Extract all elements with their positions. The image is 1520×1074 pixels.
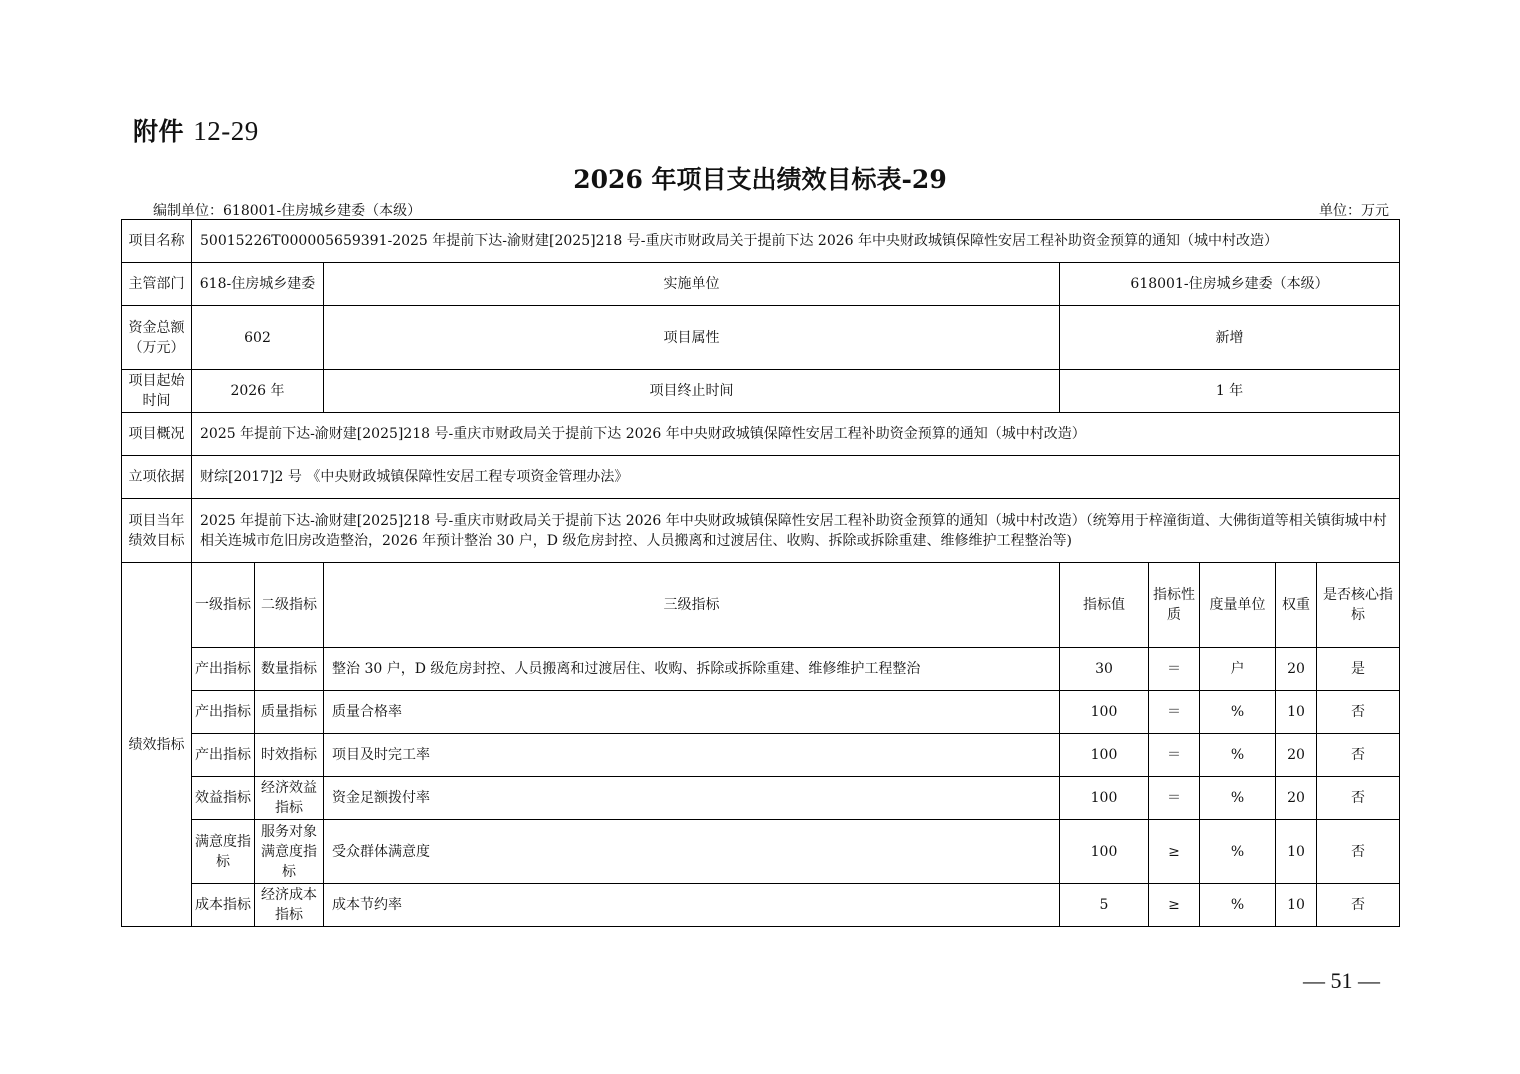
indicator-core: 是 — [1317, 648, 1400, 691]
indicator-level3: 受众群体满意度 — [324, 820, 1060, 884]
indicator-level1: 效益指标 — [192, 777, 255, 820]
indicator-level2: 经济效益指标 — [255, 777, 324, 820]
indicator-unit: 户 — [1200, 648, 1276, 691]
header-core: 是否核心指标 — [1317, 563, 1400, 648]
indicator-nature: ≥ — [1149, 820, 1200, 884]
indicator-level3: 项目及时完工率 — [324, 734, 1060, 777]
basis-value: 财综[2017]2 号 《中央财政城镇保障性安居工程专项资金管理办法》 — [192, 456, 1400, 499]
prepared-by: 编制单位：618001-住房城乡建委（本级） — [153, 203, 422, 219]
overview-label: 项目概况 — [122, 413, 192, 456]
indicator-weight: 10 — [1276, 820, 1317, 884]
indicator-level1: 满意度指标 — [192, 820, 255, 884]
row-goal — [122, 499, 1400, 563]
department-value: 618-住房城乡建委 — [192, 263, 324, 306]
indicator-nature: ＝ — [1149, 691, 1200, 734]
header-value: 指标值 — [1060, 563, 1149, 648]
project-name-label: 项目名称 — [122, 220, 192, 263]
impl-unit-label: 实施单位 — [324, 263, 1060, 306]
attachment-number: 12-29 — [193, 116, 259, 146]
page-title: 2026 年项目支出绩效目标表-29 — [573, 165, 947, 194]
end-label: 项目终止时间 — [324, 370, 1060, 413]
goal-label: 项目当年绩效目标 — [122, 499, 192, 563]
header-unit: 度量单位 — [1200, 563, 1276, 648]
department-label: 主管部门 — [122, 263, 192, 306]
indicator-level1: 产出指标 — [192, 648, 255, 691]
performance-table — [121, 219, 1400, 927]
funds-value: 602 — [192, 306, 324, 370]
indicator-core: 否 — [1317, 691, 1400, 734]
indicator-value: 100 — [1060, 820, 1149, 884]
indicator-value: 30 — [1060, 648, 1149, 691]
indicator-nature: ≥ — [1149, 884, 1200, 927]
overview-value: 2025 年提前下达-渝财建[2025]218 号-重庆市财政局关于提前下达 2026 年中央财政城镇保障性安居工程补助资金预算的通知（城中村改造） — [192, 413, 1400, 456]
header-level3: 三级指标 — [324, 563, 1060, 648]
indicator-row — [122, 820, 1400, 884]
indicator-unit: % — [1200, 820, 1276, 884]
project-attr-label: 项目属性 — [324, 306, 1060, 370]
indicator-level3: 整治 30 户，D 级危房封控、人员搬离和过渡居住、收购、拆除或拆除重建、维修维护工程整治 — [324, 648, 1060, 691]
funds-label: 资金总额（万元） — [122, 306, 192, 370]
indicator-value: 5 — [1060, 884, 1149, 927]
indicator-weight: 10 — [1276, 691, 1317, 734]
goal-value: 2025 年提前下达-渝财建[2025]218 号-重庆市财政局关于提前下达 2026 年中央财政城镇保障性安居工程补助资金预算的通知（城中村改造）（统筹用于梓潼街道、大佛街道等相关镇街城中村相关连城市危旧房改造整治，2026 年预计整治 30 户，D 级危房封控、人员搬离和过渡居住、收购、拆除或拆除重建、维修维护工程整治等) — [192, 499, 1400, 563]
indicator-header-row — [122, 563, 1400, 648]
indicator-core: 否 — [1317, 734, 1400, 777]
indicator-weight: 20 — [1276, 777, 1317, 820]
indicator-unit: % — [1200, 777, 1276, 820]
start-value: 2026 年 — [192, 370, 324, 413]
indicator-value: 100 — [1060, 734, 1149, 777]
indicator-unit: % — [1200, 884, 1276, 927]
indicator-level2: 质量指标 — [255, 691, 324, 734]
row-funds — [122, 306, 1400, 370]
indicator-unit: % — [1200, 734, 1276, 777]
indicator-level2: 经济成本指标 — [255, 884, 324, 927]
row-department — [122, 263, 1400, 306]
indicator-nature: ＝ — [1149, 777, 1200, 820]
indicator-level2: 时效指标 — [255, 734, 324, 777]
indicator-level2: 数量指标 — [255, 648, 324, 691]
indicator-level1: 成本指标 — [192, 884, 255, 927]
indicator-level3: 成本节约率 — [324, 884, 1060, 927]
indicator-row — [122, 884, 1400, 927]
unit-label: 单位：万元 — [1319, 203, 1389, 219]
row-basis — [122, 456, 1400, 499]
indicator-core: 否 — [1317, 777, 1400, 820]
impl-unit-value: 618001-住房城乡建委（本级） — [1060, 263, 1400, 306]
indicator-value: 100 — [1060, 777, 1149, 820]
header-level1: 一级指标 — [192, 563, 255, 648]
indicator-weight: 20 — [1276, 648, 1317, 691]
indicator-weight: 20 — [1276, 734, 1317, 777]
indicator-level1: 产出指标 — [192, 734, 255, 777]
indicator-nature: ＝ — [1149, 734, 1200, 777]
indicator-level2: 服务对象满意度指标 — [255, 820, 324, 884]
indicator-core: 否 — [1317, 820, 1400, 884]
indicator-row — [122, 777, 1400, 820]
start-label: 项目起始时间 — [122, 370, 192, 413]
indicator-row — [122, 691, 1400, 734]
indicator-weight: 10 — [1276, 884, 1317, 927]
attachment-prefix: 附件 — [133, 117, 185, 146]
page-number: — 51 — — [1303, 968, 1380, 993]
indicators-label: 绩效指标 — [122, 563, 192, 927]
project-attr-value: 新增 — [1060, 306, 1400, 370]
row-start — [122, 370, 1400, 413]
project-name-value: 50015226T000005659391-2025 年提前下达-渝财建[2025]218 号-重庆市财政局关于提前下达 2026 年中央财政城镇保障性安居工程补助资金预算的通知（城中村改造） — [192, 220, 1400, 263]
indicator-row — [122, 734, 1400, 777]
header-nature: 指标性质 — [1149, 563, 1200, 648]
indicator-nature: ＝ — [1149, 648, 1200, 691]
indicator-row — [122, 648, 1400, 691]
attachment-label — [133, 112, 259, 148]
indicator-value: 100 — [1060, 691, 1149, 734]
basis-label: 立项依据 — [122, 456, 192, 499]
indicator-level3: 资金足额拨付率 — [324, 777, 1060, 820]
end-value: 1 年 — [1060, 370, 1400, 413]
header-weight: 权重 — [1276, 563, 1317, 648]
indicator-level3: 质量合格率 — [324, 691, 1060, 734]
row-overview — [122, 413, 1400, 456]
header-level2: 二级指标 — [255, 563, 324, 648]
indicator-core: 否 — [1317, 884, 1400, 927]
indicator-unit: % — [1200, 691, 1276, 734]
row-project-name — [122, 220, 1400, 263]
indicator-level1: 产出指标 — [192, 691, 255, 734]
